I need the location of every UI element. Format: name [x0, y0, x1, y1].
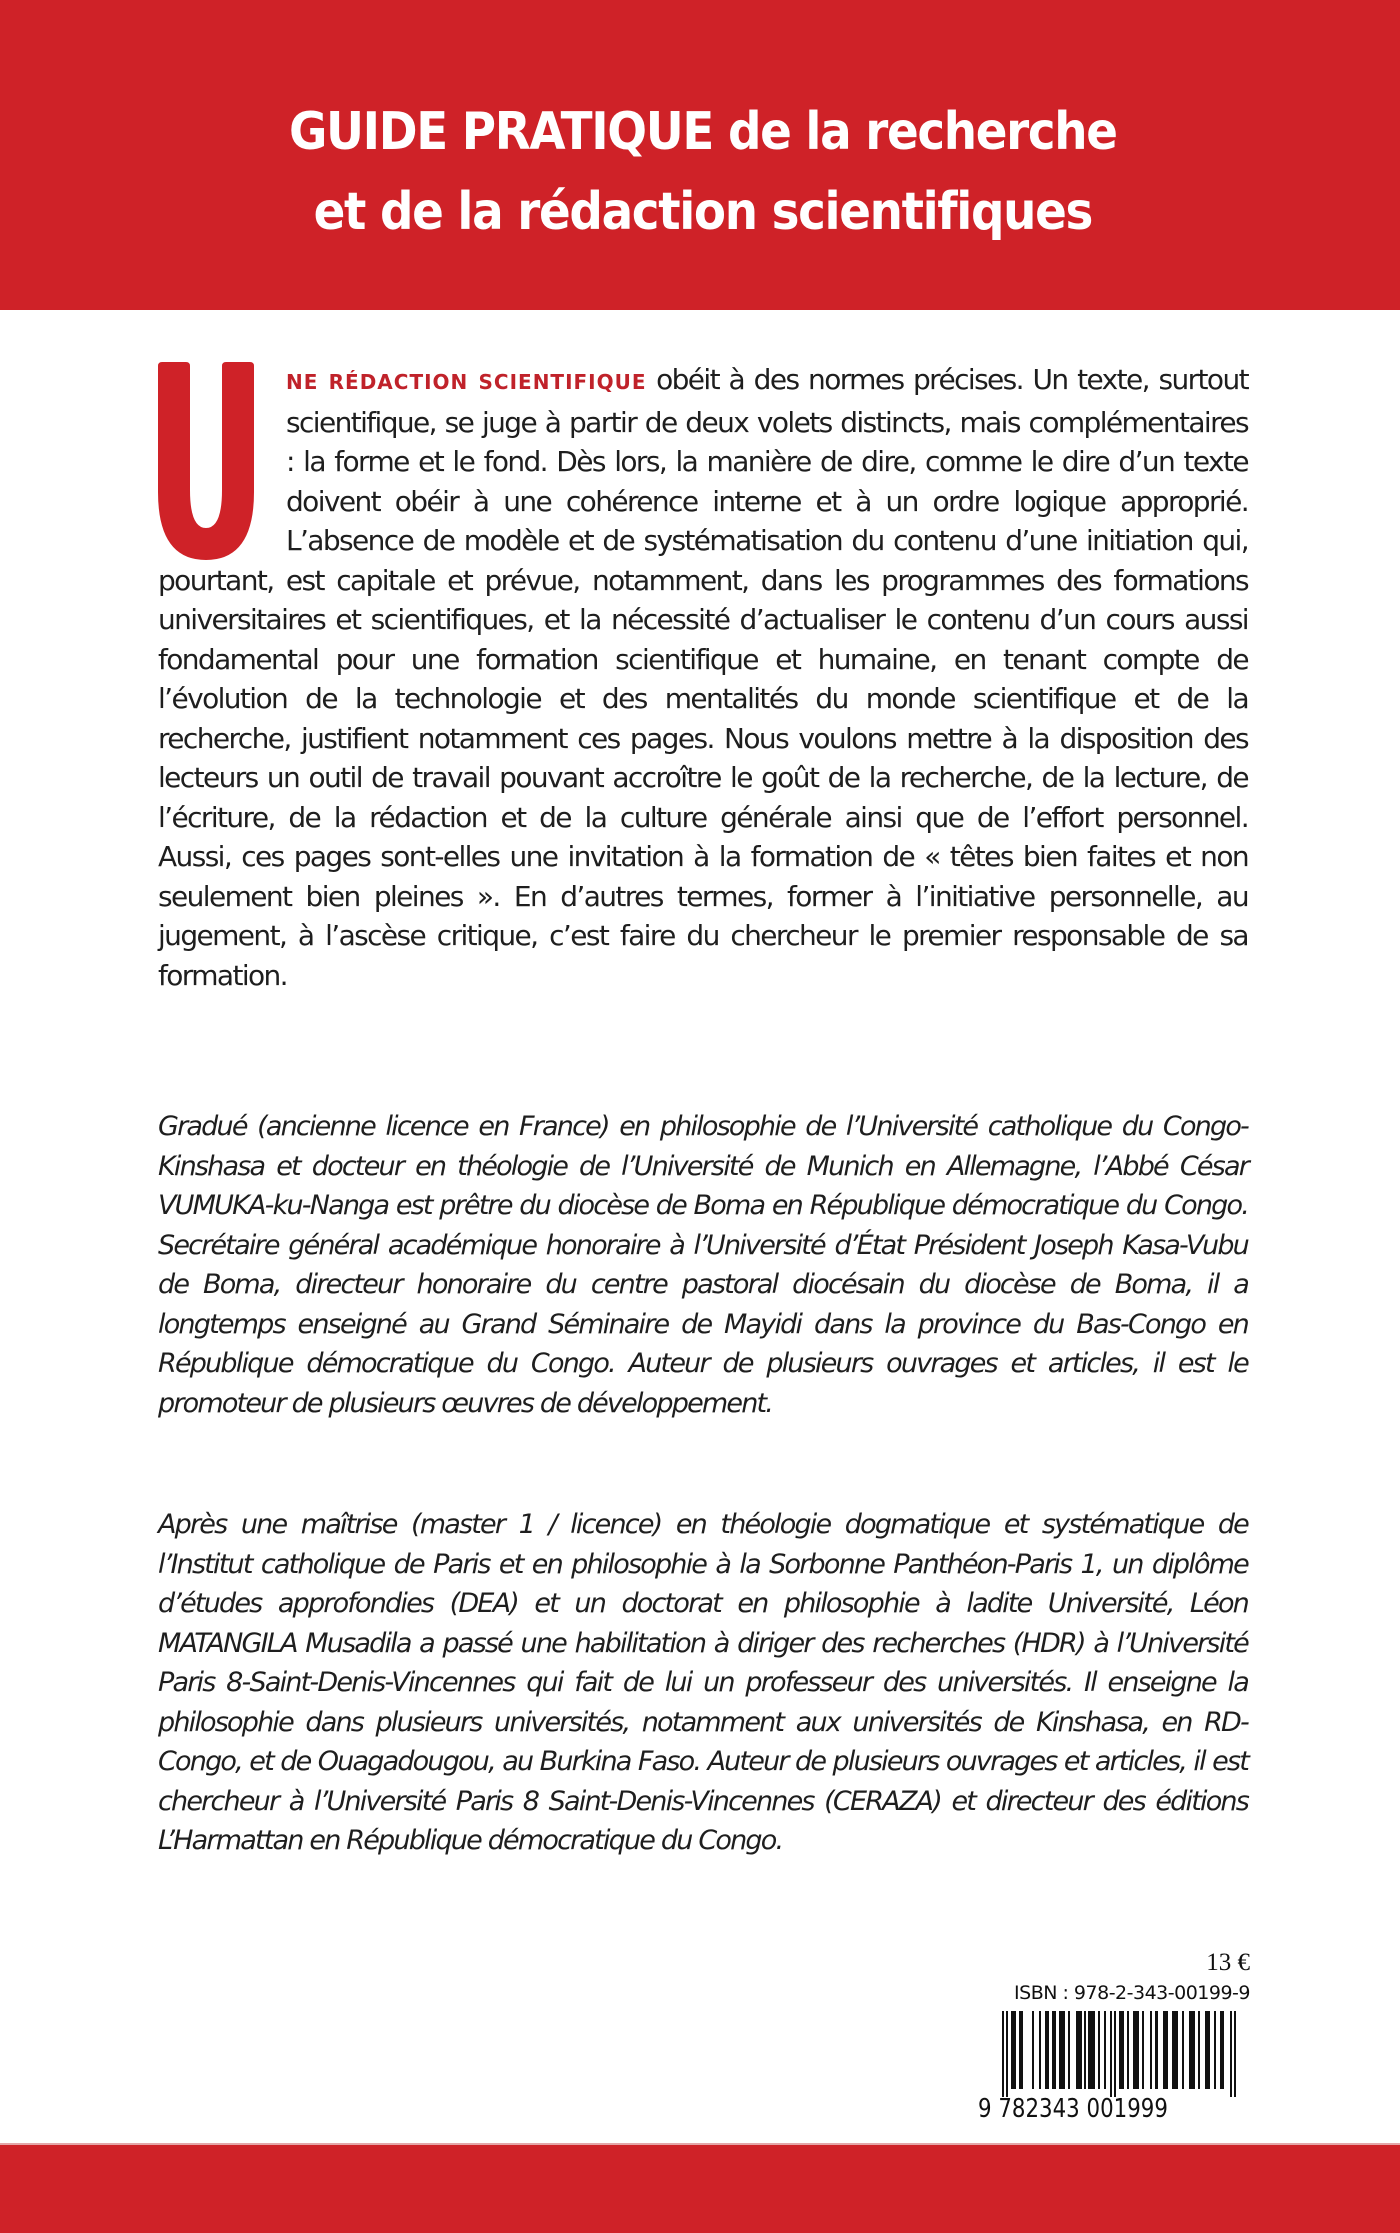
book-title	[73, 92, 1333, 252]
barcode-digits: 9 782343 001999	[978, 2094, 1168, 2124]
barcode-icon	[1000, 2011, 1240, 2097]
summary-section	[158, 360, 1248, 995]
drop-cap-letter	[158, 362, 254, 560]
author-bio-vumuka: Gradué (ancienne licence en France) en philosophie de l’Université catholique du Congo-Kinshasa et docteur en théologie de l’Université de Munich en Allemagne, l’Abbé César VUMUKA-ku-Nanga est prêtre du diocèse de Boma en République démocratique du Congo. Secrétaire général académique honoraire à l’Université d’État Président Joseph Kasa-Vubu de Boma, directeur honoraire du centre pastoral diocésain du diocèse de Boma, il a longtemps enseigné au Grand Séminaire de Mayidi dans la province du Bas-Congo en République démocratique du Congo. Auteur de plusieurs ouvrages et articles, il est le promoteur de plusieurs œuvres de développement.	[158, 1111, 1248, 1419]
title-line-1: GUIDE PRATIQUE de la recherche	[288, 102, 1117, 162]
author-bio-matangila: Après une maîtrise (master 1 / licence) en théologie dogmatique et systématique de l’Institut catholique de Paris et en philosophie à la Sorbonne Panthéon-Paris 1, un diplôme d’études approfondies (DEA) et un doctorat en philosophie à ladite Université, Léon MATANGILA Musadila a passé une habilitation à diriger des recherches (HDR) à l’Université Paris 8-Saint-Denis-Vincennes qui fait de lui un professeur des universités. Il enseigne la philosophie dans plusieurs universités, notamment aux universités de Kinshasa, en RD-Congo, et de Ouagadougou, au Burkina Faso. Auteur de plusieurs ouvrages et articles, il est chercheur à l’Université Paris 8 Saint-Denis-Vincennes (CERAZA) et directeur des éditions L’Harmattan en République démocratique du Congo.	[158, 1509, 1248, 1856]
price-label: 13 €	[1206, 1949, 1250, 1976]
lead-in-smallcaps: NE RÉDACTION SCIENTIFIQUE	[286, 370, 647, 394]
summary-body: obéit à des normes précises. Un texte, surtout scientifique, se juge à partir de deux volets distincts, mais complémentaires : la forme et le fond. Dès lors, la manière de dire, comme le dire d’un texte doivent obéir à une cohérence interne et à un ordre logique approprié. L’absence de modèle et de systématisation du contenu d’une initiation qui, pourtant, est capitale et prévue, notamment, dans les programmes des formations universitaires et scientifiques, et la nécessité d’actualiser le contenu d’un cours aussi fondamental pour une formation scientifique et humaine, en tenant compte de l’évolution de la technologie et des mentalités du monde scientifique et de la recherche, justifient notamment ces pages. Nous voulons mettre à la disposition des lecteurs un outil de travail pouvant accroître le goût de la recherche, de la lecture, de l’écriture, de la rédaction et de la culture générale ainsi que de l’effort personnel. Aussi, ces pages sont-elles une invitation à la formation de « têtes bien faites et non seulement bien pleines ». En d’autres termes, former à l’initiative personnelle, au jugement, à l’ascèse critique, c’est faire du chercheur le premier responsable de sa formation.	[158, 363, 1248, 992]
summary-paragraph	[158, 360, 1248, 995]
drop-cap-u-glyph	[158, 362, 254, 560]
title-line-2: et de la rédaction scientifiques	[313, 182, 1093, 242]
isbn-label: ISBN : 978-2-343-00199-9	[1014, 1982, 1250, 2004]
footer-band	[0, 2143, 1400, 2233]
